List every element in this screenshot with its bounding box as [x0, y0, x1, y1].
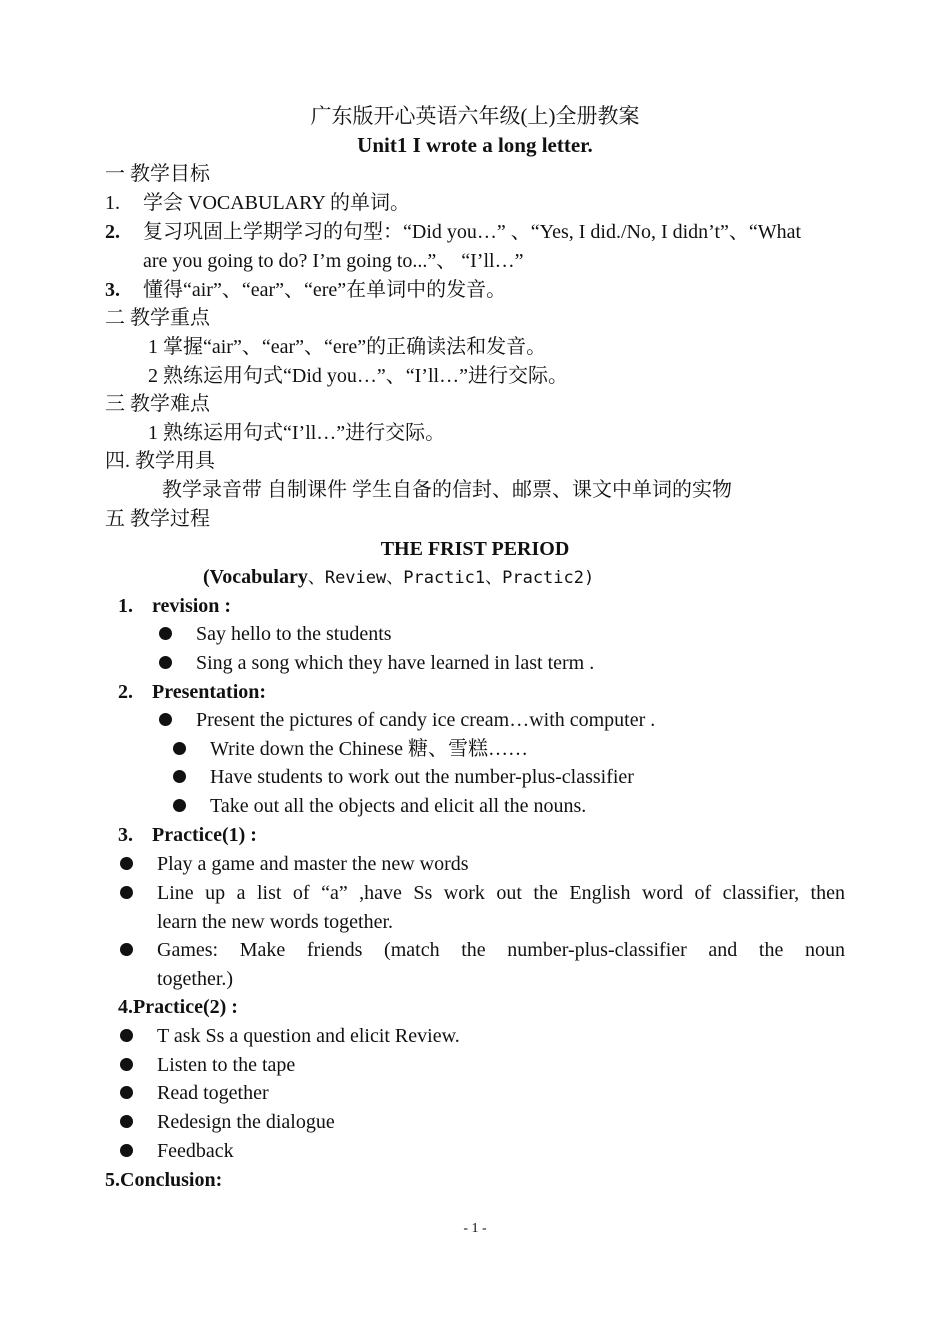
bullet-icon	[173, 799, 186, 812]
bullet-item: Feedback	[157, 1140, 234, 1162]
goal-item	[105, 189, 410, 218]
page-number: - 1 -	[463, 1221, 487, 1236]
bullet-item: Take out all the objects and elicit all the nouns.	[210, 795, 587, 817]
bullet-icon	[159, 713, 172, 726]
goal-number: 3.	[105, 279, 120, 301]
section-heading-process: 五 教学过程	[105, 508, 210, 530]
step-heading	[118, 821, 257, 850]
document-title: 广东版开心英语六年级(上)全册教案	[310, 104, 640, 128]
step-number: 2.	[118, 681, 133, 703]
section-heading-materials: 四. 教学用具	[105, 450, 215, 472]
bullet-icon	[120, 1058, 133, 1071]
section-heading-difficulties: 三 教学难点	[105, 393, 210, 415]
unit-title: Unit1 I wrote a long letter.	[357, 133, 593, 157]
bullet-item: Sing a song which they have learned in last term .	[196, 652, 595, 674]
bullet-item: Say hello to the students	[196, 623, 392, 645]
bullet-icon	[173, 770, 186, 783]
step-heading	[118, 592, 231, 621]
keypoint-item: 1 掌握“air”、“ear”、“ere”的正确读法和发音。	[148, 336, 547, 358]
goal-text: 复习巩固上学期学习的句型：“Did you…” 、“Yes, I did./No, I didn’t”、“What	[143, 221, 802, 243]
step-label: Practice(1) :	[152, 824, 257, 846]
bullet-item: Listen to the tape	[157, 1054, 296, 1076]
bullet-item: T ask Ss a question and elicit Review.	[157, 1025, 460, 1047]
bullet-icon	[120, 943, 133, 956]
goal-number: 2.	[105, 221, 120, 243]
materials-text: 教学录音带 自制课件 学生自备的信封、邮票、课文中单词的实物	[162, 479, 732, 501]
bullet-icon	[159, 627, 172, 640]
bullet-icon	[120, 857, 133, 870]
goal-item	[105, 276, 506, 305]
bullet-item-continued: together.)	[157, 968, 234, 990]
bullet-icon	[120, 1029, 133, 1042]
step-number: 3.	[118, 824, 133, 846]
bullet-item: Write down the Chinese 糖、雪糕……	[210, 738, 529, 760]
goal-item	[105, 218, 801, 247]
bullet-icon	[173, 742, 186, 755]
goal-text: 学会 VOCABULARY 的单词。	[143, 192, 411, 214]
period-title: THE FRIST PERIOD	[380, 538, 570, 560]
bullet-item: Present the pictures of candy ice cream…with computer .	[196, 709, 656, 731]
bullet-item: Games: Make friends (match the number-plus-classifier and the noun	[157, 939, 845, 961]
bullet-item: Play a game and master the new words	[157, 853, 469, 875]
goal-text: 懂得“air”、“ear”、“ere”在单词中的发音。	[143, 279, 507, 301]
section-heading-keypoints: 二 教学重点	[105, 307, 210, 329]
difficulty-item: 1 熟练运用句式“I’ll…”进行交际。	[148, 422, 446, 444]
period-subtitle-rest: 、Review、Practic1、Practic2)	[307, 568, 595, 588]
bullet-icon	[120, 886, 133, 899]
step-heading: 5.Conclusion:	[105, 1169, 223, 1191]
bullet-item-continued: learn the new words together.	[157, 911, 394, 933]
step-heading: 4.Practice(2) :	[118, 996, 238, 1018]
period-subtitle	[203, 563, 594, 593]
bullet-item: Line up a list of “a” ,have Ss work out the English word of classifier, then	[157, 882, 845, 904]
bullet-item: Read together	[157, 1082, 269, 1104]
bullet-item: Redesign the dialogue	[157, 1111, 335, 1133]
bullet-icon	[120, 1086, 133, 1099]
bullet-item: Have students to work out the number-plus-classifier	[210, 766, 634, 788]
period-subtitle-bold: (Vocabulary	[203, 566, 308, 588]
bullet-icon	[120, 1115, 133, 1128]
step-label: revision :	[152, 595, 232, 617]
goal-number: 1.	[105, 192, 120, 214]
step-label: Presentation:	[152, 681, 267, 703]
step-number: 1.	[118, 595, 133, 617]
keypoint-item: 2 熟练运用句式“Did you…”、“I’ll…”进行交际。	[148, 365, 568, 387]
step-heading	[118, 678, 266, 707]
section-heading-goals: 一 教学目标	[105, 163, 210, 185]
bullet-icon	[159, 656, 172, 669]
goal-text-continued: are you going to do? I’m going to...”、 “I’ll…”	[143, 250, 524, 272]
bullet-icon	[120, 1144, 133, 1157]
